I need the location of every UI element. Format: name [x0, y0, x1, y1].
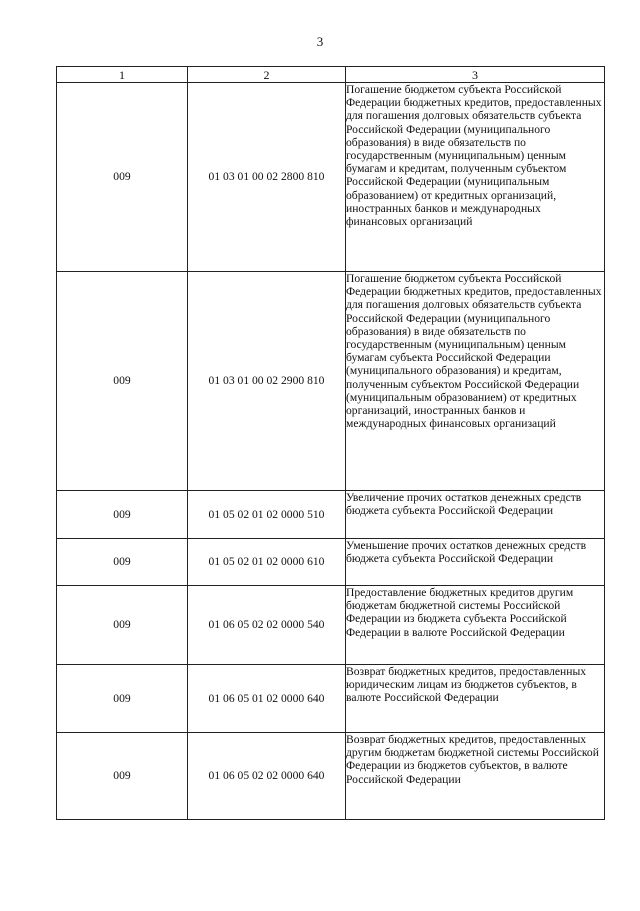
table-header-row [57, 67, 605, 83]
administrator-code-cell: 009 [57, 586, 188, 665]
table-row [57, 586, 605, 665]
column-header-1: 1 [57, 67, 188, 83]
classification-code-cell: 01 05 02 01 02 0000 510 [188, 491, 346, 539]
column-header-2: 2 [188, 67, 346, 83]
table-row [57, 83, 605, 272]
column-header-3: 3 [346, 67, 605, 83]
table-row [57, 539, 605, 586]
table-row [57, 733, 605, 820]
classification-code-cell: 01 03 01 00 02 2800 810 [188, 83, 346, 272]
administrator-code-cell: 009 [57, 733, 188, 820]
table-row [57, 491, 605, 539]
classification-code-cell: 01 03 01 00 02 2900 810 [188, 272, 346, 491]
administrator-code-cell: 009 [57, 272, 188, 491]
classification-code-cell: 01 06 05 02 02 0000 540 [188, 586, 346, 665]
classification-code-cell: 01 06 05 02 02 0000 640 [188, 733, 346, 820]
budget-classification-table [56, 66, 605, 820]
classification-code-cell: 01 06 05 01 02 0000 640 [188, 665, 346, 733]
description-cell: Увеличение прочих остатков денежных средств бюджета субъекта Российской Федерации [346, 491, 605, 539]
administrator-code-cell: 009 [57, 539, 188, 586]
description-cell: Возврат бюджетных кредитов, предоставленных юридическим лицам из бюджетов субъектов, в валюте Российской Федерации [346, 665, 605, 733]
description-cell: Уменьшение прочих остатков денежных средств бюджета субъекта Российской Федерации [346, 539, 605, 586]
classification-code-cell: 01 05 02 01 02 0000 610 [188, 539, 346, 586]
page-number: 3 [316, 34, 324, 49]
administrator-code-cell: 009 [57, 491, 188, 539]
description-cell: Погашение бюджетом субъекта Российской Федерации бюджетных кредитов, предоставленных для погашения долговых обязательств субъекта Российской Федерации (муниципального образования) в виде обязательств по государственным (муниципальным) ценным бумагам субъекта Российской Федерации (муниципального образования) и кредитам, полученным субъектом Российской Федерации (муниципальным образованием) от кредитных организаций, иностранных банков и международных финансовых организаций [346, 272, 605, 491]
description-cell: Погашение бюджетом субъекта Российской Федерации бюджетных кредитов, предоставленных для погашения долговых обязательств субъекта Российской Федерации (муниципального образования) в виде обязательств по государственным (муниципальным) ценным бумагам и кредитам, полученным субъектом Российской Федерации (муниципальным образованием) от кредитных организаций, иностранных банков и международных финансовых организаций [346, 83, 605, 272]
description-cell: Предоставление бюджетных кредитов другим бюджетам бюджетной системы Российской Федерации из бюджета субъекта Российской Федерации в валюте Российской Федерации [346, 586, 605, 665]
administrator-code-cell: 009 [57, 83, 188, 272]
table-row [57, 272, 605, 491]
description-cell: Возврат бюджетных кредитов, предоставленных другим бюджетам бюджетной системы Российской Федерации из бюджетов субъектов, в валюте Российской Федерации [346, 733, 605, 820]
administrator-code-cell: 009 [57, 665, 188, 733]
table-row [57, 665, 605, 733]
